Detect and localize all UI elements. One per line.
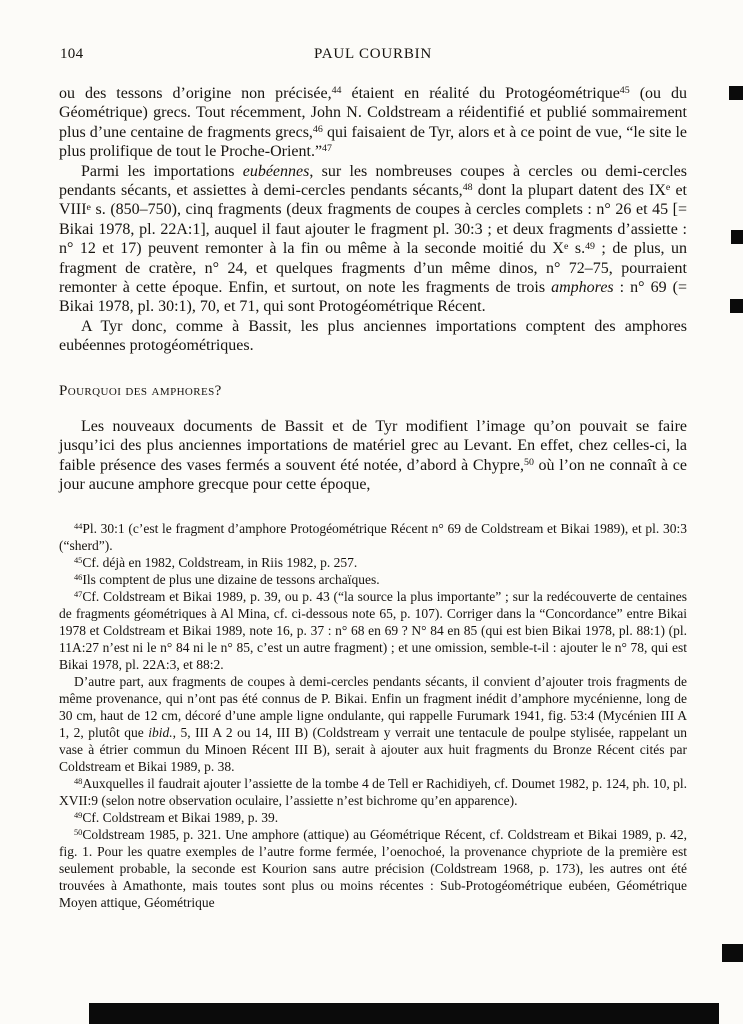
footnote-paragraph: 44Pl. 30:1 (c’est le fragment d’amphore Protogéométrique Récent n° 69 de Coldstream et Bikai 1989), et pl. 30:3 (“sherd”). xyxy=(59,521,687,554)
text-run: amphores xyxy=(551,279,614,297)
text-run: Cf. déjà en 1982, Coldstream, in Riis 1982, p. 257. xyxy=(82,555,358,571)
footnote-paragraph: 49Cf. Coldstream et Bikai 1989, p. 39. xyxy=(74,810,279,826)
section-heading: Pourquoi des amphores? xyxy=(59,382,222,399)
text-run: étaient en réalité du Protogéométrique xyxy=(341,85,620,102)
running-head: PAUL COURBIN xyxy=(313,46,433,62)
text-run: Cf. Coldstream et Bikai 1989, p. 39. xyxy=(82,810,279,826)
scan-artifact-bar xyxy=(89,1003,719,1024)
footnote-paragraph: 48Auxquelles il faudrait ajouter l’assiette de la tombe 4 de Tell er Rachidiyeh, cf. Doumet 1982, p. 124, ph. 10, pl. XVII:9 (selon notre observation oculaire, l’assiette n’est bichrome qu’en apparence). xyxy=(59,776,688,809)
text-run: Auxquelles il faudrait ajouter l’assiette de la tombe 4 de Tell er Rachidiyeh, cf. Doumet 1982, p. 124, ph. 10, pl. XVII:9 (selon notre observation oculaire, l’assiette n’est bichrome qu’en apparence). xyxy=(59,776,688,809)
body-paragraph: Les nouveaux documents de Bassit et de Tyr modifient l’image qu’on pouvait se faire jusqu’ici des plus anciennes importations de matériel grec au Levant. En effet, chez celles-ci, la faible présence des vases fermés a souvent été notée, d’abord à Chypre,50 où l’on ne connaît à ce jour aucune amphore grecque pour cette époque, xyxy=(59,417,688,493)
footnotes xyxy=(59,520,687,911)
text-run: , 5, III A 2 ou 14, III B) (Coldstream y verrait une tentacule de poulpe stylisée, rappelant un vase à étrier commun du Minoen Récent III B), serait à ajouter aux huit fragments du Bronze Récent cités par Coldstream et Bikai 1989, p. 38. xyxy=(59,725,687,775)
page-header xyxy=(59,46,687,65)
text-run: (ou du Géométrique) grecs. Tout récemment, John N. Coldstream a réidentifié et publié sommairement plus d’une centaine de fragments grecs, xyxy=(59,85,688,141)
footnote-paragraph: 46Ils comptent de plus une dizaine de tessons archaïques. xyxy=(74,572,380,588)
text-run: où l’on ne connaît à ce jour aucune amphore grecque pour cette époque, xyxy=(59,456,688,493)
scan-artifact xyxy=(729,86,743,100)
body-after xyxy=(59,417,687,495)
text-run: , sur les nombreuses coupes à cercles ou demi-cercles pendants sécants, et assiettes à demi-cercles pendants sécants, xyxy=(59,162,688,200)
body-paragraph: ou des tessons d’origine non précisée,44 étaient en réalité du Protogéométrique45 (ou du Géométrique) grecs. Tout récemment, John N. Coldstream a réidentifié et publié sommairement plus d’une centaine de fragments grecs,46 qui faisaient de Tyr, alors et à ce point de vue, “le site le plus prolifique de tout le Proche-Orient.”47 xyxy=(59,85,688,161)
body-paragraph: Parmi les importations eubéennes, sur les nombreuses coupes à cercles ou demi-cercles pendants sécants, et assiettes à demi-cercles pendants sécants,48 dont la plupart datent des IXe et VIIIe s. (850–750), cinq fragments (deux fragments de coupes à cercles complets : n° 26 et 45 [= Bikai 1978, pl. 22A:1], auquel il faut ajouter le fragment pl. 30:3 ; et deux fragments d’assiette : n° 12 et 17) peuvent remonter à la fin ou même à la seconde moitié du Xe s.49 ; de plus, un fragment de cratère, n° 24, et quelques fragments d’un même dinos, n° 72–75, pourraient remonter à cette époque. Enfin, et surtout, on note les fragments de trois amphores : n° 69 (= Bikai 1978, pl. 30:1), 70, et 71, qui sont Protogéométrique Récent. xyxy=(59,162,688,316)
text-run: s. (850–750), cinq fragments (deux fragments de coupes à cercles complets : n° 26 et 45 [= Bikai 1978, pl. 22A:1], auquel il faut ajouter le fragment pl. 30:3 ; et deux fragments d’assiette : n° 12 et 17) peuvent remonter à la fin ou même à la seconde moitié du X xyxy=(59,201,687,258)
text-run: ; de plus, un fragment de cratère, n° 24, et quelques fragments d’un même dinos, n° 72–75, pourraient remonter à cette époque. Enfin, et surtout, on note les fragments de trois xyxy=(59,240,687,297)
text-run: Cf. Coldstream et Bikai 1989, p. 39, ou p. 43 (“la source la plus importante” ; sur la redécouverte de centaines de fragments géométriques à Al Mina, cf. ci-dessous note 65, p. 107). Corriger dans la “Concordance” entre Bikai 1978 et Coldstream et Bikai 1989, note 16, p. 37 : n° 68 en 69 ? N° 84 en 85 (qui est bien Bikai 1978, pl. 88:1) (pl. 11A:27 n’est ni le n° 84 ni le n° 85, c’est un autre fragment) ; et une omission, semble-t-il : ajouter le n° 78, qui est Bikai 1978, pl. 22A:3, et 88:2. xyxy=(59,589,687,673)
text-column xyxy=(59,46,687,911)
text-run: Les nouveaux documents de Bassit et de Tyr modifient l’image qu’on pouvait se faire jusqu’ici des plus anciennes importations de matériel grec au Levant. En effet, chez celles-ci, la faible présence des vases fermés a souvent été notée, d’abord à Chypre, xyxy=(59,417,687,474)
body-paragraph xyxy=(59,317,687,356)
text-run: Pl. 30:1 (c’est le fragment d’amphore Protogéométrique Récent n° 69 de Coldstream et Bikai 1989), et pl. 30:3 (“sherd”). xyxy=(59,521,687,554)
text-run: A Tyr donc, comme à Bassit, les plus anciennes importations comptent des amphores eubéennes protogéométriques. xyxy=(59,317,687,355)
text-run: et VIII xyxy=(59,182,687,219)
scan-artifact xyxy=(730,299,743,313)
text-run: qui faisaient de Tyr, alors et à ce point de vue, “le site le plus prolifique de tout le Proche-Orient.” xyxy=(59,123,687,161)
footnote-paragraph xyxy=(59,673,687,775)
text-run: D’autre part, aux fragments de coupes à demi-cercles pendants sécants, il convient d’ajouter trois fragments de même provenance, qui n’ont pas été connus de P. Bikai. Enfin un fragment inédit d’amphore mycénienne, long de 30 cm, haut de 12 cm, décoré d’une ample ligne ondulante, qui rappelle Furumark 1941, fig. 53:4 (Mycénien III A 1, 2, plutôt que xyxy=(59,674,687,741)
text-run: Coldstream 1985, p. 321. Une amphore (attique) au Géométrique Récent, cf. Coldstream et Bikai 1989, p. 42, fig. 1. Pour les quatre exemples de l’autre forme fermée, l’oenochoé, la provenance chypriote de la première est seulement probable, la seconde est Kourion sans autre précision (Coldstream 1968, p. 173), les autres ont été trouvées à Amathonte, mais toutes sont plus ou moins récentes : Sub-Protogéométrique eubéen, Géométrique Moyen attique, Géométrique xyxy=(59,827,687,911)
text-run: eubéennes xyxy=(242,162,310,180)
text-run: s. xyxy=(568,240,586,258)
text-run: dont la plupart datent des IX xyxy=(472,182,666,200)
footnote-paragraph: 47Cf. Coldstream et Bikai 1989, p. 39, ou p. 43 (“la source la plus importante” ; sur la redécouverte de centaines de fragments géométriques à Al Mina, cf. ci-dessous note 65, p. 107). Corriger dans la “Concordance” entre Bikai 1978 et Coldstream et Bikai 1989, note 16, p. 37 : n° 68 en 69 ? N° 84 en 85 (qui est bien Bikai 1978, pl. 88:1) (pl. 11A:27 n’est ni le n° 84 ni le n° 85, c’est un autre fragment) ; et une omission, semble-t-il : ajouter le n° 78, qui est Bikai 1978, pl. 22A:3, et 88:2. xyxy=(59,589,687,673)
footnote-paragraph: 50Coldstream 1985, p. 321. Une amphore (attique) au Géométrique Récent, cf. Coldstream et Bikai 1989, p. 42, fig. 1. Pour les quatre exemples de l’autre forme fermée, l’oenochoé, la provenance chypriote de la première est seulement probable, la seconde est Kourion sans autre précision (Coldstream 1968, p. 173), les autres ont été trouvées à Amathonte, mais toutes sont plus ou moins récentes : Sub-Protogéométrique eubéen, Géométrique Moyen attique, Géométrique xyxy=(59,827,687,911)
scan-artifact xyxy=(731,230,743,244)
footnote-paragraph: 45Cf. déjà en 1982, Coldstream, in Riis 1982, p. 257. xyxy=(74,555,358,571)
text-run: : n° 69 (= Bikai 1978, pl. 30:1), 70, et 71, qui sont Protogéométrique Récent. xyxy=(59,279,687,316)
text-run: Parmi les importations xyxy=(81,162,243,180)
page-number: 104 xyxy=(60,46,84,62)
scan-artifact xyxy=(722,944,743,962)
body-top xyxy=(59,84,687,356)
text-run: ou des tessons d’origine non précisée, xyxy=(59,85,332,102)
text-run: ibid. xyxy=(148,725,173,741)
text-run: Ils comptent de plus une dizaine de tessons archaïques. xyxy=(82,572,380,588)
